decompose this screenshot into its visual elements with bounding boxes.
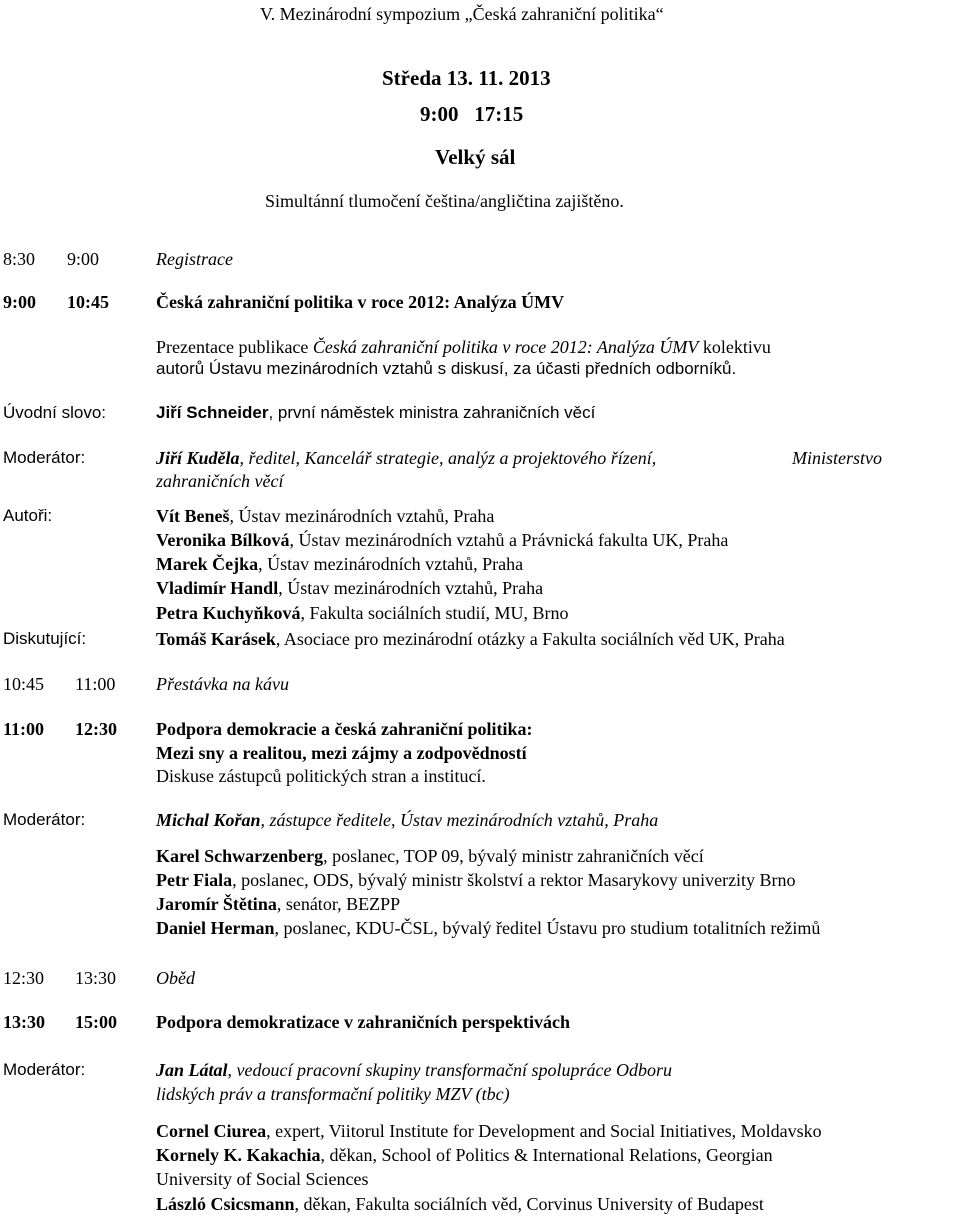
panelist-item bbox=[156, 917, 820, 939]
author-item bbox=[156, 505, 494, 527]
interpretation-note: Simultánní tlumočení čeština/angličtina zajištěno. bbox=[265, 191, 624, 211]
session2-end: 12:30 bbox=[75, 719, 117, 739]
session1-description-line2: autorů Ústavu mezinárodních vztahů s diskusí, za účasti předních odborníků. bbox=[156, 359, 737, 378]
panelist-name: Jaromír Štětina bbox=[156, 894, 277, 914]
discussant-name: Tomáš Karásek bbox=[156, 629, 276, 649]
session1-desc-publication: Česká zahraniční politika v roce 2012: Analýza ÚMV bbox=[312, 337, 699, 357]
intro-speaker bbox=[156, 402, 595, 424]
panelist-affiliation: , poslanec, TOP 09, bývalý ministr zahraničních věcí bbox=[323, 846, 704, 866]
panelist-item bbox=[156, 869, 796, 891]
session2-subtitle: Mezi sny a realitou, mezi zájmy a zodpovědností bbox=[156, 743, 527, 763]
panelist-name: Petr Fiala bbox=[156, 870, 233, 890]
event-time: 9:00 17:15 bbox=[420, 102, 524, 126]
panelist-item bbox=[156, 845, 704, 867]
panelist-name: Kornely K. Kakachia bbox=[156, 1145, 321, 1165]
session3-start: 13:30 bbox=[3, 1012, 45, 1032]
session3-moderator-role: , vedoucí pracovní skupiny transformační spolupráce Odboru bbox=[227, 1060, 672, 1080]
session2-moderator-label: Moderátor: bbox=[3, 810, 86, 829]
event-venue: Velký sál bbox=[435, 145, 516, 169]
registration-title: Registrace bbox=[156, 249, 233, 269]
panelist-item bbox=[156, 1144, 773, 1166]
author-name: Veronika Bílková bbox=[156, 530, 290, 550]
session2-moderator-name: Michal Kořan bbox=[156, 810, 261, 830]
author-item bbox=[156, 577, 543, 599]
session2-description: Diskuse zástupců politických stran a institucí. bbox=[156, 766, 486, 786]
session1-moderator-role-end: Ministerstvo bbox=[792, 448, 882, 468]
session1-end: 10:45 bbox=[67, 292, 109, 312]
session1-moderator-label: Moderátor: bbox=[3, 448, 86, 467]
author-item bbox=[156, 553, 523, 575]
registration-start: 8:30 bbox=[3, 249, 36, 269]
discussant-affiliation: , Asociace pro mezinárodní otázky a Fakulta sociálních věd UK, Praha bbox=[275, 629, 785, 649]
session2-title: Podpora demokracie a česká zahraniční politika: bbox=[156, 719, 533, 739]
break-title: Přestávka na kávu bbox=[156, 674, 289, 694]
panelist-name: Daniel Herman bbox=[156, 918, 275, 938]
panelist-name: Karel Schwarzenberg bbox=[156, 846, 324, 866]
author-item bbox=[156, 529, 728, 551]
session3-end: 15:00 bbox=[75, 1012, 117, 1032]
symposium-title: V. Mezinárodní sympozium „Česká zahraniční politika“ bbox=[260, 4, 664, 24]
session1-start: 9:00 bbox=[3, 292, 36, 312]
break-start: 10:45 bbox=[3, 674, 45, 694]
author-name: Vladimír Handl bbox=[156, 578, 279, 598]
panelist-affiliation: , děkan, Fakulta sociálních věd, Corvinus University of Budapest bbox=[294, 1194, 764, 1214]
session2-moderator bbox=[156, 809, 658, 831]
author-affiliation: , Fakulta sociálních studií, MU, Brno bbox=[300, 603, 569, 623]
session1-title: Česká zahraniční politika v roce 2012: Analýza ÚMV bbox=[156, 292, 565, 312]
panelist-item bbox=[156, 1120, 822, 1142]
session3-moderator-role-line2: lidských práv a transformační politiky MZV (tbc) bbox=[156, 1084, 510, 1104]
intro-role: , první náměstek ministra zahraničních věcí bbox=[268, 403, 596, 422]
discussant-label: Diskutující: bbox=[3, 629, 87, 648]
author-name: Vít Beneš bbox=[156, 506, 230, 526]
panelist-affiliation: , expert, Viitorul Institute for Development and Social Initiatives, Moldavsko bbox=[266, 1121, 822, 1141]
authors-label: Autoři: bbox=[3, 506, 53, 525]
session1-moderator-role-line2: zahraničních věcí bbox=[156, 471, 284, 491]
panelist-affiliation: , senátor, BEZPP bbox=[276, 894, 401, 914]
author-name: Marek Čejka bbox=[156, 554, 259, 574]
session1-desc-prefix: Prezentace publikace bbox=[156, 337, 313, 357]
lunch-title: Oběd bbox=[156, 968, 195, 988]
intro-label: Úvodní slovo: bbox=[3, 403, 106, 422]
registration-end: 9:00 bbox=[67, 249, 100, 269]
intro-name: Jiří Schneider bbox=[156, 403, 269, 422]
session1-desc-suffix: kolektivu bbox=[698, 337, 771, 357]
session3-title: Podpora demokratizace v zahraničních perspektivách bbox=[156, 1012, 570, 1032]
lunch-start: 12:30 bbox=[3, 968, 45, 988]
author-item bbox=[156, 602, 569, 624]
panelist-affiliation: , poslanec, KDU-ČSL, bývalý ředitel Ústavu pro studium totalitních režimů bbox=[274, 918, 821, 938]
panelist-item bbox=[156, 893, 400, 915]
discussant bbox=[156, 628, 785, 650]
lunch-end: 13:30 bbox=[75, 968, 117, 988]
panelist-affiliation: , poslanec, ODS, bývalý ministr školství a rektor Masarykovy univerzity Brno bbox=[232, 870, 796, 890]
author-affiliation: , Ústav mezinárodních vztahů, Praha bbox=[229, 506, 495, 526]
panelist-affiliation-line2: University of Social Sciences bbox=[156, 1169, 369, 1189]
author-affiliation: , Ústav mezinárodních vztahů a Právnická fakulta UK, Praha bbox=[289, 530, 729, 550]
session3-moderator-name: Jan Látal bbox=[156, 1060, 228, 1080]
session1-moderator bbox=[156, 447, 656, 469]
author-name: Petra Kuchyňková bbox=[156, 603, 301, 623]
break-end: 11:00 bbox=[75, 674, 116, 694]
session2-start: 11:00 bbox=[3, 719, 45, 739]
panelist-item bbox=[156, 1193, 764, 1215]
session1-moderator-name: Jiří Kuděla bbox=[156, 448, 240, 468]
panelist-name: Cornel Ciurea bbox=[156, 1121, 267, 1141]
session3-moderator-label: Moderátor: bbox=[3, 1060, 86, 1079]
session3-moderator bbox=[156, 1059, 672, 1081]
session1-moderator-role: , ředitel, Kancelář strategie, analýz a projektového řízení, bbox=[239, 448, 657, 468]
author-affiliation: , Ústav mezinárodních vztahů, Praha bbox=[258, 554, 524, 574]
session2-moderator-role: , zástupce ředitele, Ústav mezinárodních vztahů, Praha bbox=[260, 810, 659, 830]
author-affiliation: , Ústav mezinárodních vztahů, Praha bbox=[278, 578, 544, 598]
panelist-affiliation: , děkan, School of Politics & International Relations, Georgian bbox=[320, 1145, 773, 1165]
panelist-name: László Csicsmann bbox=[156, 1194, 295, 1214]
session1-description bbox=[156, 336, 771, 358]
event-date: Středa 13. 11. 2013 bbox=[382, 66, 551, 90]
